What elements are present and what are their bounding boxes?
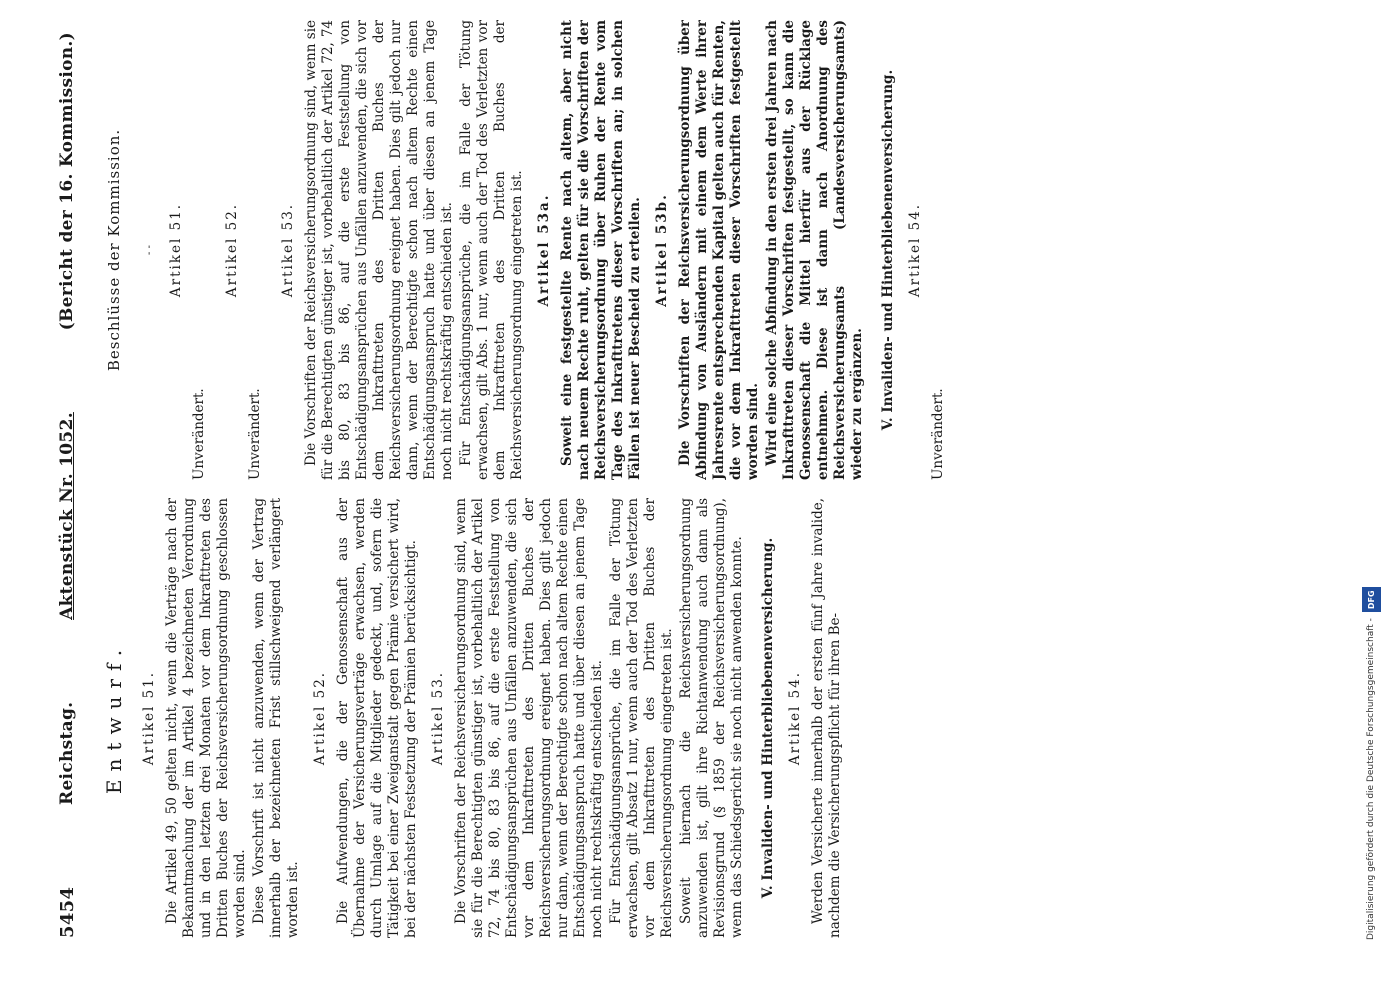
article-53b-heading: Artikel 53b. bbox=[654, 193, 670, 307]
article-52-paragraph-1: Die Aufwendungen, die der Genossenschaft aus der Übernahme der Versicherungsverträge erwachsen, werden durch Umlage auf die Mitglieder gedeckt, und, sofern die Tätigkeit bei einer Zweiganstalt gegen Prämie versichert wird, bei der nächsten Festsetzung der Prämien berücksichtigt. bbox=[335, 498, 419, 938]
dfg-logo: DFG bbox=[1362, 587, 1381, 612]
article-52-heading: Artikel 52. bbox=[224, 202, 240, 298]
article-53-paragraph-1: Die Vorschriften der Reichsversicherungsordnung sind, wenn sie für die Berechtigten günstiger ist, vorbehaltlich der Artikel 72, 74 bis 80, 83 bis 86, auf die erste Feststellung von Entschädigungsansprüchen aus Unfällen anzuwenden, die sich vor dem Inkrafttreten des Dritten Buches der Reichsversicherungsordnung ereignet haben. Dies gilt jedoch nur dann, wenn der Berechtigte schon nach altem Rechte einen Entschädigungsanspruch hatte und über diesen an jenem Tage noch nicht rechtskräftig entschieden ist. bbox=[303, 20, 455, 480]
commission-title: Beschlüsse der Kommission. bbox=[105, 128, 123, 372]
draft-column bbox=[96, 498, 1243, 938]
digitization-credit bbox=[1362, 587, 1381, 940]
section-v-heading: V. Invaliden- und Hinterbliebenenversicherung. bbox=[760, 537, 776, 899]
separator: - - bbox=[144, 245, 155, 255]
article-54-heading: Artikel 54. bbox=[787, 670, 803, 766]
article-52-heading: Artikel 52. bbox=[312, 670, 328, 766]
page-header bbox=[52, 32, 82, 938]
report-label: (Bericht der 16. Kommission.) bbox=[56, 32, 77, 331]
article-53-heading: Artikel 53. bbox=[430, 670, 446, 766]
article-51-paragraph-1: Die Artikel 49, 50 gelten nicht, wenn die Verträge nach der Bekanntmachung der im Artikel 4 bezeichneten Verordnung und in den letzten drei Monaten vor dem Inkrafttreten des Dritten Buches der Reichsversicherungsordnung geschlossen worden sind. bbox=[164, 498, 248, 938]
article-53a-paragraph-1: Soweit eine festgestellte Rente nach altem, aber nicht nach neuem Rechte ruht, gelten für sie die Vorschriften der Reichsversicherungsordnung über Ruhen der Rente vom Tage des Inkrafttretens dieser Vorschriften an; in solchen Fällen ist neuer Bescheid zu erteilen. bbox=[559, 20, 643, 480]
article-53b-paragraph-2: Wird eine solche Abfindung in den ersten drei Jahren nach Inkrafttreten dieser Vorschriften festgestellt, so kann die Genossenschaft die Mittel hierfür aus der Rücklage entnehmen. Diese ist dann nach Anordnung des Reichsversicherungsamts (Landesversicherungsamts) wieder zu ergänzen. bbox=[764, 20, 865, 480]
article-53-paragraph-2: Für Entschädigungsansprüche, die im Falle der Tötung erwachsen, gilt Abs. 1 nur, wenn auch der Tod des Verletzten vor dem Inkrafttreten des Dritten Buches der Reichsversicherungsordnung eingetreten ist. bbox=[458, 20, 525, 480]
section-v-heading: V. Invaliden- und Hinterbliebenenversicherung. bbox=[880, 69, 896, 431]
article-54-paragraph-1: Werden Versicherte innerhalb der ersten fünf Jahre invalide, nachdem die Versicherungspflicht für ihren Be- bbox=[810, 498, 843, 938]
article-53a-heading: Artikel 53a. bbox=[536, 193, 552, 307]
article-53-paragraph-2: Für Entschädigungsansprüche, die im Falle der Tötung erwachsen, gilt Absatz 1 nur, wenn auch der Tod des Verletzten vor dem Inkrafttreten des Dritten Buches der Reichsversicherungsordnung eingetreten ist. bbox=[608, 498, 675, 938]
article-53b-paragraph-1: Die Vorschriften der Reichsversicherungsordnung über Abfindung von Ausländern mit einem dem Werte ihrer Jahresrente entsprechenden Kapital gelten auch für Renten, die vor dem Inkrafttreten dieser Vorschriften festgestellt worden sind. bbox=[677, 20, 761, 480]
article-51-paragraph-2: Diese Vorschrift ist nicht anzuwenden, wenn der Vertrag innerhalb der bezeichneten Frist stillschweigend verlängert worden ist. bbox=[251, 498, 301, 938]
draft-title: Entwurf. bbox=[102, 641, 126, 795]
commission-column bbox=[96, 20, 1243, 480]
article-51-heading: Artikel 51. bbox=[141, 670, 157, 766]
article-51-heading: Artikel 51. bbox=[168, 202, 184, 298]
article-54-unchanged: Unverändert. bbox=[930, 388, 946, 480]
article-52-unchanged: Unverändert. bbox=[247, 388, 263, 480]
credit-text: Digitalisierung gefördert durch die Deutsche Forschungsgemeinschaft - bbox=[1366, 618, 1376, 940]
page-number: 5454 bbox=[56, 886, 78, 938]
article-53-heading: Artikel 53. bbox=[280, 202, 296, 298]
chamber-label: Reichstag. bbox=[56, 701, 77, 805]
article-54-heading: Artikel 54. bbox=[907, 202, 923, 298]
article-53-paragraph-1: Die Vorschriften der Reichsversicherungsordnung sind, wenn sie für die Berechtigten günstiger ist, vorbehaltlich der Artikel 72, 74 bis 80, 83 bis 86, auf die erste Feststellung von Entschädigungsansprüchen aus Unfällen anzuwenden, die sich vor dem Inkrafttreten des Dritten Buches der Reichsversicherungsordnung ereignet haben. Dies gilt jedoch nur dann, wenn der Berechtigte schon nach altem Rechte einen Entschädigungsanspruch hatte und über diesen an jenem Tage noch nicht rechtskräftig entschieden ist. bbox=[453, 498, 605, 938]
document-number: Aktenstück Nr. 1052. bbox=[56, 412, 77, 620]
article-51-unchanged: Unverändert. bbox=[191, 388, 207, 480]
article-53-paragraph-3: Soweit hiernach die Reichsversicherungsordnung anzuwenden ist, gilt ihre Richtanwendung auch dann als Revisionsgrund (§ 1859 der Reichsversicherungsordnung), wenn das Schiedsgericht sie noch nicht anwenden konnte. bbox=[678, 498, 745, 938]
